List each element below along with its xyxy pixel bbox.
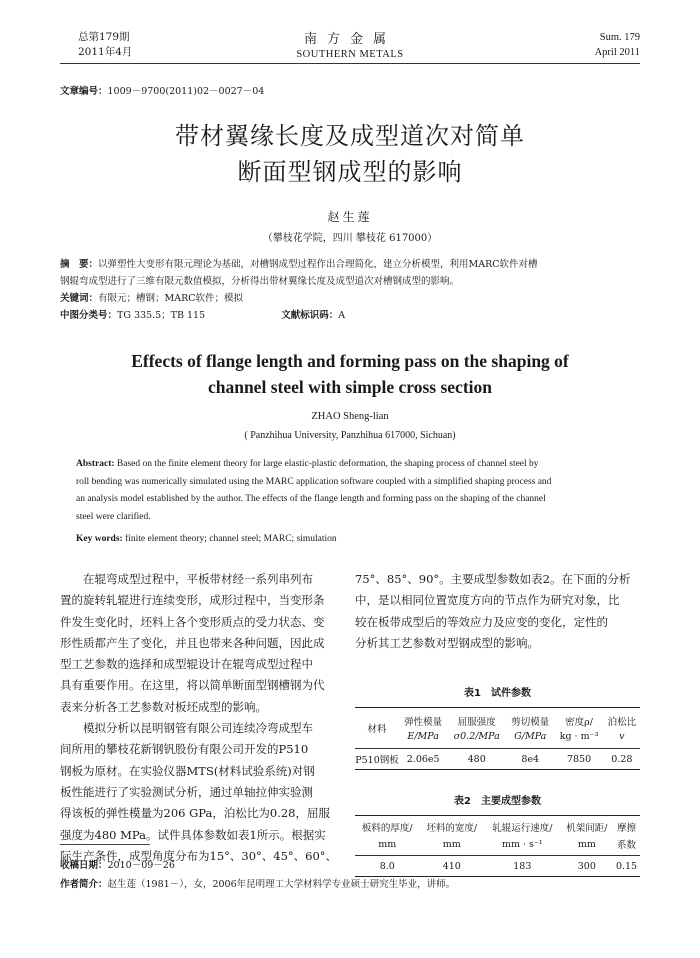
- body-right-column: [355, 569, 640, 654]
- table-cell: 7850: [566, 753, 592, 765]
- table-cell: 300: [577, 860, 596, 872]
- table-row: [355, 856, 640, 877]
- abstract-en: [76, 456, 640, 526]
- keywords-cn-label: 关键词：: [60, 293, 99, 304]
- table-2-unit: mm: [577, 838, 596, 850]
- keywords-en: [76, 534, 640, 544]
- table-cell: 410: [442, 860, 461, 872]
- table-1-col3-unit: G/MPa: [514, 731, 547, 743]
- footnote-received: [60, 857, 175, 871]
- received-date: 2010－09－26: [107, 860, 175, 871]
- body-line: 模拟分析以昆明钢管有限公司连续冷弯成型车: [83, 721, 313, 736]
- abstract-cn: [60, 256, 645, 324]
- abstract-cn-line1: 以弹塑性大变形有限元理论为基础，对槽钢成型过程作出合理简化，建立分析模型，利用MARC软件对槽: [98, 259, 538, 270]
- abstract-cn-label: 摘 要：: [60, 259, 99, 270]
- table-1-col5-unit: v: [619, 731, 625, 743]
- body-line: 板性能进行了实验测试分析，通过单轴拉伸实验测: [60, 784, 313, 799]
- table-2-header: 轧辊运行速度/: [492, 823, 553, 834]
- title-en: [0, 348, 700, 400]
- table-row: [355, 749, 640, 770]
- body-line: 件发生变化时，坯料上各个变形质点的受力状态、变: [60, 614, 325, 629]
- article-number-label: 文章编号：: [60, 86, 108, 97]
- title-cn: [0, 118, 700, 190]
- body-line: 较在板带成型后的等效应力及应变的变化，定性的: [355, 614, 608, 629]
- affiliation-cn: （攀枝花学院，四川 攀枝花 617000）: [262, 233, 438, 244]
- table-cell: P510钢板: [355, 755, 399, 766]
- bio-text: 赵生莲（1981－），女，2006年昆明理工大学材料学专业硕士研究生毕业，讲师。: [107, 879, 456, 890]
- keywords-en-label: Key words:: [76, 534, 123, 544]
- footnote-rule: [60, 844, 150, 845]
- table-1-col1-name: 弹性模量: [404, 716, 443, 728]
- author-cn: 赵生莲: [327, 210, 373, 224]
- affiliation-en: ( Panzhihua University, Panzhihua 617000, Sichuan): [244, 430, 456, 441]
- body-line: 分析其工艺参数对型钢成型的影响。: [355, 635, 539, 650]
- issue-date-cn: 2011年4月: [78, 46, 133, 58]
- table-cell: 183: [513, 860, 532, 872]
- table-1-col4-unit: kg · m⁻³: [559, 731, 599, 743]
- body-line: 形性质都产生了变化，并且也带来各种问题，因此成: [60, 635, 325, 650]
- table-1-grid: [355, 707, 640, 770]
- table-2-unit: mm · s⁻¹: [501, 838, 543, 850]
- title-cn-line1: 带材翼缘长度及成型道次对简单: [175, 122, 525, 150]
- header-rule: [60, 63, 640, 64]
- article-number-value: 1009－9700(2011)02－0027－04: [107, 86, 265, 97]
- title-cn-line2: 断面型钢成型的影响: [237, 158, 463, 186]
- body-line: 表来分析各工艺参数对板坯成型的影响。: [60, 699, 267, 714]
- table-2-header: 摩擦: [617, 823, 637, 834]
- body-line: 得该板的弹性模量为206 GPa，泊松比为0.28，屈服: [60, 806, 330, 821]
- table-1-col2-unit: σ0.2/MPa: [453, 731, 500, 743]
- table-cell: 8.0: [379, 860, 395, 872]
- table-1-col5-name: 泊松比: [607, 716, 637, 728]
- table-2-header: 板料的厚度/: [361, 823, 413, 834]
- body-line: 置的旋转轧辊进行连续变形，成形过程中，当变形条: [60, 593, 325, 608]
- issue-number-en: Sum. 179: [599, 32, 640, 43]
- body-line: 型工艺参数的选择和成型辊设计在辊弯成型过程中: [60, 657, 313, 672]
- table-cell: 0.15: [615, 860, 638, 872]
- table-cell: 8e4: [521, 753, 540, 765]
- doc-code-value: A: [338, 310, 346, 321]
- table-1-col4-name: 密度ρ/: [565, 716, 593, 728]
- keywords-en-value: finite element theory; channel steel; MARC; simulation: [125, 534, 337, 544]
- author-en: ZHAO Sheng-lian: [311, 411, 389, 422]
- table-2-header: 机架间距/: [566, 823, 608, 834]
- title-en-line2: channel steel with simple cross section: [207, 377, 493, 397]
- table-2-caption: 表2 主要成型参数: [454, 796, 541, 807]
- table-1-material-header: 材料: [367, 724, 387, 735]
- table-1-col2-name: 屈服强度: [457, 716, 496, 728]
- body-left-column: [60, 569, 345, 867]
- abstract-cn-line2: 钢辊弯成型进行了三维有限元数值模拟，分析得出带材翼缘长度及成型道次对槽钢成型的影响。: [60, 276, 460, 287]
- clc-label: 中图分类号：: [60, 310, 118, 321]
- body-line: 际生产条件，成型角度分布为15°、30°、45°、60°、: [60, 848, 338, 863]
- body-line: 中，是以相同位置宽度方向的节点作为研究对象，比: [355, 593, 620, 608]
- issue-date-en: April 2011: [594, 47, 640, 58]
- bio-label: 作者简介：: [60, 879, 108, 890]
- table-1-col1-unit: E/MPa: [407, 731, 439, 743]
- body-line: 在辊弯成型过程中，平板带材经一系列串列布: [83, 572, 313, 586]
- table-1-col3-name: 剪切模量: [511, 716, 550, 728]
- keywords-cn: 有限元；槽钢；MARC软件；模拟: [98, 293, 244, 304]
- table-cell: 0.28: [611, 753, 633, 765]
- body-line: 强度为480 MPa。试件具体参数如表1所示。根据实: [60, 827, 326, 842]
- body-line: 75°、85°、90°。主要成型参数如表2。在下面的分析: [355, 572, 631, 586]
- abstract-en-line4: steel were clarified.: [76, 511, 151, 522]
- abstract-en-line3: an analysis model established by the author. The effects of the flange length and forming pass on the shaping of the channel: [76, 494, 546, 504]
- abstract-en-line2: roll bending was numerically simulated using the MARC application software coupled with a simplified shaping process and: [76, 476, 552, 487]
- table-cell: 480: [467, 753, 486, 765]
- clc-value: TG 335.5；TB 115: [117, 310, 206, 321]
- abstract-en-label: Abstract:: [76, 459, 115, 469]
- journal-name-cn: 南方金属: [303, 32, 396, 47]
- table-1: [355, 684, 640, 770]
- received-label: 收稿日期：: [60, 860, 108, 871]
- table-cell: 2.06e5: [406, 753, 440, 765]
- table-2-header: 坯料的宽度/: [426, 823, 478, 834]
- journal-name-en: SOUTHERN METALS: [296, 49, 404, 60]
- table-2-unit: mm: [378, 838, 397, 850]
- table-2-unit: mm: [442, 838, 461, 850]
- issue-number-cn: 总第179期: [78, 31, 130, 43]
- table-1-caption: 表1 试件参数: [464, 688, 531, 699]
- body-line: 间所用的攀枝花新钢钒股份有限公司开发的P510: [60, 742, 309, 757]
- table-2: [355, 792, 640, 877]
- doc-code-label: 文献标识码：: [281, 310, 339, 321]
- footnote-bio: [60, 876, 455, 890]
- article-number: [60, 83, 264, 97]
- abstract-en-line1: Based on the finite element theory for large elastic-plastic deformation, the shaping process of channel steel by: [116, 459, 539, 469]
- title-en-line1: Effects of flange length and forming pass on the shaping of: [131, 351, 569, 371]
- body-line: 钢板为原材。在实验仪器MTS(材料试验系统)对钢: [60, 763, 315, 778]
- header-issue-en: [595, 30, 640, 60]
- table-2-grid: [355, 815, 640, 877]
- body-paragraph-1: [60, 569, 345, 718]
- body-line: 具有重要作用。在这里，将以简单断面型钢槽钢为代: [60, 678, 325, 693]
- table-2-unit: 系数: [617, 840, 637, 851]
